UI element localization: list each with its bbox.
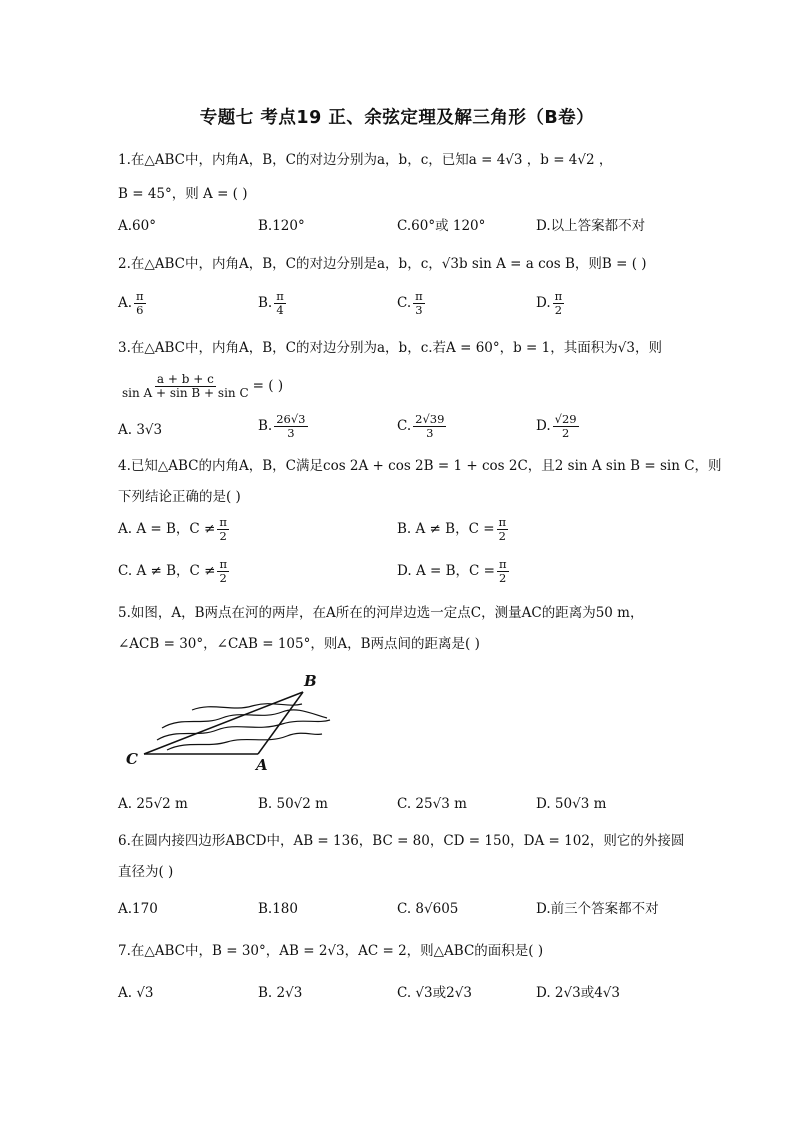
q4-stem-line1: 4.已知△ABC的内角A，B，C满足cos 2A + cos 2B = 1 + cos 2C，且2 sin A sin B = sin C，则 <box>118 458 722 474</box>
segment-cb <box>144 692 303 754</box>
q4-options-row2 <box>118 558 678 592</box>
river-wave-4 <box>192 704 302 710</box>
q5-option-a: A. 25√2 m <box>118 796 188 812</box>
q1-options <box>118 215 678 241</box>
q3-option-c: C. $\frac{2√39}{3}$ <box>397 412 445 440</box>
q1-option-d: D.以上答案都不对 <box>536 218 646 234</box>
q4-option-d: D. A = B，C = $\frac{\pi}{2}$ <box>397 557 507 585</box>
q6-options <box>118 898 678 924</box>
q4-option-b: B. A ≠ B，C = $\frac{\pi}{2}$ <box>397 515 507 543</box>
q1-option-a: A.60° <box>118 218 156 234</box>
q3-option-a: A. 3√3 <box>118 422 163 438</box>
q7-options <box>118 982 678 1008</box>
q5-stem-line1: 5.如图，A，B两点在河的两岸，在A所在的河岸边选一定点C，测量AC的距离为50 m， <box>118 605 644 621</box>
q6-option-a: A.170 <box>118 901 158 917</box>
q6-stem-line1: 6.在圆内接四边形ABCD中，AB = 136，BC = 80，CD = 150，DA = 102，则它的外接圆 <box>118 833 685 849</box>
q2-option-d: D. $\frac{\pi}{2}$ <box>536 289 563 317</box>
river-wave-1 <box>162 710 327 728</box>
q5-options <box>118 793 678 819</box>
q1-stem-line2: B = 45°，则 A = ( ) <box>118 186 248 202</box>
q7-stem: 7.在△ABC中，B = 30°，AB = 2√3，AC = 2，则△ABC的面积是( ) <box>118 943 544 959</box>
q3-stem: 3.在△ABC中，内角A，B，C的对边分别为a，b，c.若A = 60°，b = 1，其面积为√3，则 <box>118 340 662 356</box>
q5-option-d: D. 50√3 m <box>536 796 607 812</box>
q4-option-c: C. A ≠ B，C ≠ $\frac{\pi}{2}$ <box>118 557 227 585</box>
q4-options-row1 <box>118 516 678 550</box>
river-diagram <box>122 668 342 778</box>
q5-option-c: C. 25√3 m <box>397 796 467 812</box>
q6-option-d: D.前三个答案都不对 <box>536 901 659 917</box>
q4-option-a: A. A = B，C ≠ $\frac{\pi}{2}$ <box>118 515 227 543</box>
q3-option-b: B. $\frac{26√3}{3}$ <box>258 412 306 440</box>
figure-label-c: C <box>126 750 138 768</box>
q3-expression: $\frac{a + b + c}{\text{sin A + sin B + sin C}}$ = ( ) <box>122 372 284 400</box>
q7-option-b: B. 2√3 <box>258 985 303 1001</box>
q7-option-c: C. √3或2√3 <box>397 985 472 1001</box>
q2-stem: 2.在△ABC中，内角A，B，C的对边分别是a，b，c，√3b sin A = a cos B，则B = ( ) <box>118 256 647 272</box>
q1-stem-line1: 1.在△ABC中，内角A，B，C的对边分别为a，b，c，已知a = 4√3 ，b = 4√2 ， <box>118 152 613 168</box>
figure-label-a: A <box>256 756 268 774</box>
q2-option-b: B. $\frac{\pi}{4}$ <box>258 289 284 317</box>
q2-option-a: A. $\frac{\pi}{6}$ <box>118 289 144 317</box>
q6-option-b: B.180 <box>258 901 298 917</box>
q3-option-d: D. $\frac{√29}{2}$ <box>536 412 577 440</box>
q6-stem-line2: 直径为( ) <box>118 864 174 880</box>
q7-option-a: A. √3 <box>118 985 154 1001</box>
q3-options <box>118 413 678 449</box>
q4-stem-line2: 下列结论正确的是( ) <box>118 489 241 505</box>
q7-option-d: D. 2√3或4√3 <box>536 985 620 1001</box>
figure-label-b: B <box>304 672 317 690</box>
q1-option-c: C.60°或 120° <box>397 218 486 234</box>
q6-option-c: C. 8√605 <box>397 901 459 917</box>
q2-options <box>118 290 678 324</box>
q1-option-b: B.120° <box>258 218 305 234</box>
q5-stem-line2: ∠ACB = 30°，∠CAB = 105°，则A，B两点间的距离是( ) <box>118 636 480 652</box>
q2-option-c: C. $\frac{\pi}{3}$ <box>397 289 423 317</box>
page-title: 专题七 考点19 正、余弦定理及解三角形（B卷） <box>199 108 595 128</box>
river-wave-2 <box>157 720 330 740</box>
q5-option-b: B. 50√2 m <box>258 796 328 812</box>
